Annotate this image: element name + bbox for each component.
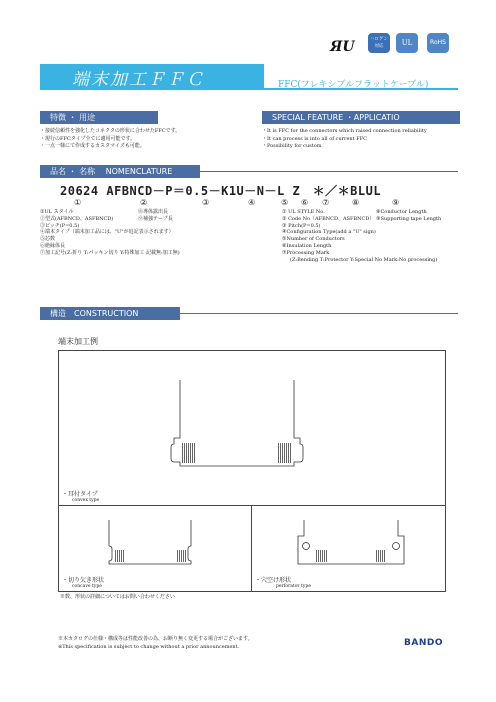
features-list-en [262,128,427,151]
features-list-jp [40,128,180,151]
list-item: ③ Pitch(P=0.5) [282,222,321,229]
conductor-hatch-right [278,443,292,463]
position-number: ⑤ [281,198,289,207]
position-number: ⑧ [352,198,360,207]
position-number: ⑨ [392,198,400,207]
convex-type-drawing [58,350,446,505]
nomenclature-en-right [376,209,441,223]
list-item: ・Possibility for custom [262,143,322,149]
ul-recognized-mark-icon [330,38,355,55]
position-number: ③ [202,198,210,207]
list-item: ③ピッチ(P=0.5) [40,222,80,229]
product-code: 20624 AFBNCD－P＝0.5－K1U－N－L Z ＊／＊BLUL [60,184,382,198]
features-header-en: SPECIAL FEATURE ・APPLICATIO [262,111,460,124]
list-item: ⑨補強テープ長 [138,215,173,222]
list-item: ⑥絶縁体長 [40,242,66,249]
construction-header: 構造 CONSTRUCTION [40,307,180,320]
list-item: ⑧導体露出長 [138,209,169,215]
footer-note-en: ※This specification is subject to change without a prior announcement. [58,644,240,650]
perforator-type-label-jp: ・穴空け形状 [255,577,292,584]
construction-header-line [180,313,458,314]
concave-type-label-jp: ・切り欠き形状 [62,577,105,584]
page-title: 端末加工ＦＦＣ [72,70,205,90]
list-item: ②型式(AFBNCD、ASFBNCD) [40,215,114,222]
svg-text:ЯU: ЯU [330,39,355,55]
ul-badge: UL [396,33,418,53]
list-item: ⑤Number of Conductors [282,236,345,243]
list-item: ④端末タイプ（端末加工品には、"U"が追記表示されます） [40,229,174,236]
list-item: ① UL STYLE No. [282,209,325,215]
convex-type-label-en: convex type [72,498,100,503]
conductor-hatch-left [182,443,196,463]
position-number: ④ [248,198,256,207]
list-item: ⑦Processing Mark [282,249,330,256]
concave-type-label-en: concave type [72,584,102,589]
construction-note: ※数、形状の詳細についてはお問い合わせください [60,594,175,600]
list-item: ・It is FFC for the connectors which raised connection reliability [262,128,427,134]
nomenclature-header: 品名 ・ 名称 NOMENCLATURE [40,165,200,178]
position-number: ② [140,198,148,207]
convex-type-label-jp: ・耳付タイプ [62,491,98,498]
list-item: ①UL スタイル [40,209,74,215]
list-item: (Z:Bending T:Protector Y:Special No Mark:No processing) [290,256,438,263]
nomenclature-jp-mid [138,209,173,223]
list-item: ⑤芯数 [40,236,56,243]
list-item: ・一点一様にて作成するカスタマイズも可能。 [40,143,145,149]
rohs-badge: RoHS [427,33,449,53]
example-title: 端末加工例 [58,337,98,346]
position-number: ⑥ [301,198,309,207]
position-number: ⑦ [322,198,330,207]
list-item: ④Configuration Type(add a "U" sign) [282,229,376,236]
halogen-free-badge: ハロゲン 対応 [368,33,390,53]
list-item: ・現行のFFCタイプ全てに適用可能です。 [40,135,136,142]
list-item: ・接続信頼性を強化したコネクタの形状に合わせたFFCです。 [40,128,181,134]
position-number: ① [74,198,82,207]
page-subtitle: FFC(フレキシブルフラットケーブル) [278,80,429,90]
list-item: ② Code No（AFBNCD、ASFBNCD） [282,215,375,222]
list-item: ⑧Conductor Length [376,209,427,215]
nomenclature-header-line [200,171,458,172]
list-item: ⑥Insulation Length [282,242,332,249]
features-header-jp: 特徴 ・ 用途 [40,111,158,124]
list-item: ⑦加工記号(Z:折り T:パッキン切り Y:特殊加工 記載無:加工無) [40,249,180,256]
footer-note-jp: ※本カタログの仕様・構成等は性能改善の為、お断り無く変更する場合がございます。 [58,636,253,642]
list-item: ・It can process is into all of current FFC [262,135,367,142]
bando-logo: BANDO [404,638,443,648]
list-item: ⑨Supporting tape Length [376,215,442,222]
perforator-type-label-en: perforator type [276,584,311,589]
